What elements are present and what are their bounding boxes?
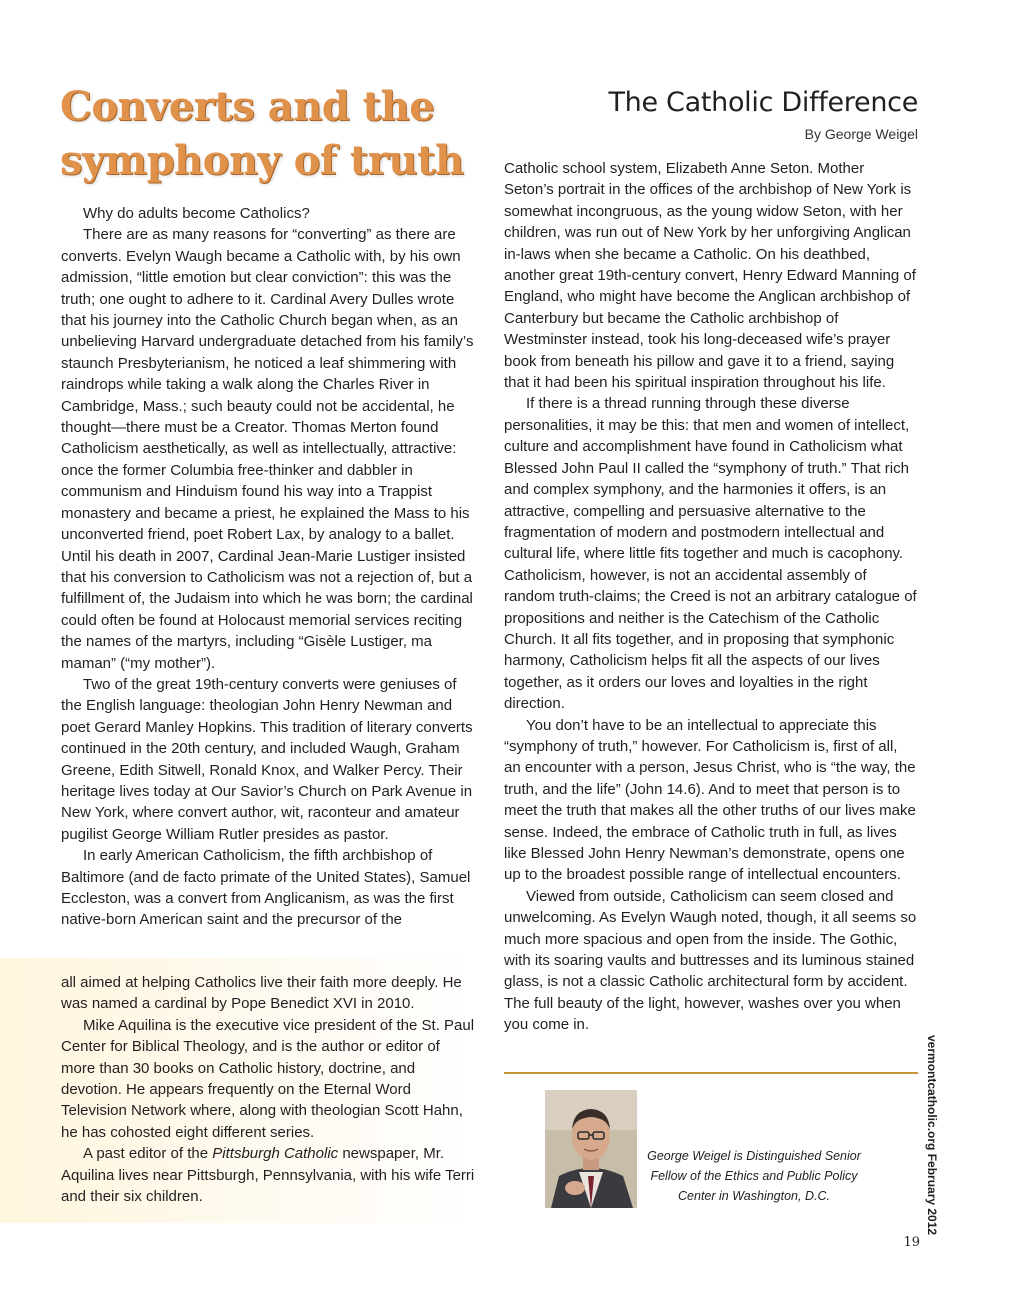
paragraph: Why do adults become Catholics? [83, 205, 310, 222]
article-body-left [61, 203, 475, 931]
page-number: 19 [903, 1235, 920, 1250]
bio-paragraph [61, 1143, 475, 1207]
publication-date-text: vermontcatholic.org February 2012 [925, 1035, 939, 1236]
paragraph: You don’t have to be an intellectual to appreciate this “symphony of truth,” however. For Catholicism is, first of all, an encounter with a person, Jesus Christ, who is “the way, the truth, and the life” (John 14.6). And to meet that person is to meet the truth that makes all the other truths of our lives make sense. Indeed, the embrace of Catholic truth in full, as lives like Blessed John Henry Newman’s demonstrate, opens one up to the broadest possible range of intellectual encounters. [504, 716, 916, 884]
author-portrait-icon [545, 1090, 637, 1208]
bio-text: A past editor of the [83, 1145, 213, 1163]
bio-text: newspaper, Mr. Aquilina lives near Pittsburgh, Pennsylvania, with his wife Terri and their six children. [61, 1145, 475, 1206]
paragraph: Two of the great 19th-century converts were geniuses of the English language: theologian John Henry Newman and poet Gerard Manley Hopkins. This tradition of literary converts continued in the 20th century, and included Waugh, Graham Greene, Edith Sitwell, Ronald Knox, and Walker Percy. Their heritage lives today at Our Savior’s Church on Park Avenue in New York, where convert author, wit, raconteur and amateur pugilist George William Rutler presides as pastor. [61, 675, 473, 843]
paragraph: There are as many reasons for “converting” as there are converts. Evelyn Waugh became a Catholic with, by his own admission, “little emotion but clear conviction”: this was the truth; one ought to adhere to it. Cardinal Avery Dulles wrote that his journey into the Catholic Church began when, as an unbelieving Harvard undergraduate detached from his family’s staunch Presbyterianism, he noticed a leaf shimmering with raindrops while taking a walk along the Charles River in Cambridge, Mass.; such beauty could not be accidental, he thought—there must be a Creator. Thomas Merton found Catholicism aesthetically, as well as intellectually, attractive: once the former Columbia free-thinker and dabbler in communism and Hinduism found his way into a Trappist monastery and became a priest, he explained the Mass to his unconverted friend, poet Robert Lax, by analogy to a ballet. Until his death in 2007, Cardinal Jean-Marie Lustiger insisted that his conversion to Catholicism was not a rejection of, but a fulfillment of, the Judaism into which he was born; the cardinal could often be found at Holocaust memorial services reciting the names of the martyrs, including “Gisèle Lustiger, ma maman” (“my mother”). [61, 226, 474, 672]
bio-sidebar [61, 972, 475, 1207]
paragraph: In early American Catholicism, the fifth archbishop of Baltimore (and de facto primate of the United States), Samuel Eccleston, was a convert from Anglicanism, as was the first native-born American saint and the precursor of the [61, 847, 471, 929]
divider-rule [504, 1072, 918, 1074]
publication-name: Pittsburgh Catholic [212, 1145, 339, 1163]
paragraph: Viewed from outside, Catholicism can seem closed and unwelcoming. As Evelyn Waugh noted, though, it all seems so much more spacious and open from the inside. The Gothic, with its soaring vaults and buttresses and its luminous stained glass, is not a classic Catholic architectural form by accident. The full beauty of the light, however, washes over you when you come in. [504, 887, 917, 1034]
author-caption: George Weigel is Distinguished Senior Fellow of the Ethics and Public Policy Center in Washington, D.C. [647, 1149, 861, 1203]
side-footer [922, 1035, 946, 1236]
bio-paragraph: Mike Aquilina is the executive vice president of the St. Paul Center for Biblical Theology, and is the author or editor of more than 30 books on Catholic history, doctrine, and devotion. He appears frequently on the Eternal Word Television Network where, along with theologian Scott Hahn, he has cohosted eight different series. [61, 1016, 475, 1141]
paragraph: Catholic school system, Elizabeth Anne Seton. Mother Seton’s portrait in the offices of the archbishop of New York is somewhat incongruous, as the young widow Seton, with her children, was run out of New York by her unforgiving Anglican in-laws when she became a Catholic. On his deathbed, another great 19th-century convert, Henry Edward Manning of England, who might have become the Anglican archbishop of Canterbury but became the Catholic archbishop of Westminster instead, took his long-deceased wife’s prayer book from beneath his pillow and gave it to a friend, saying that it had been his spiritual inspiration throughout his life. [504, 160, 916, 392]
article-body-right [504, 158, 918, 1036]
column-name: The Catholic Difference [608, 87, 918, 118]
byline: By George Weigel [804, 126, 918, 142]
paragraph: If there is a thread running through these diverse personalities, it may be this: that men and women of intellect, culture and accomplishment have found in Catholicism what Blessed John Paul II called the “symphony of truth.” That rich and complex symphony, and the harmonies it offers, is an attractive, compelling and persuasive alternative to the fragmentation of modern and postmodern intellectual and cultural life, where little fits together and much is cacophony. Catholicism, however, is not an accidental assembly of random truth-claims; the Creed is not an arbitrary catalogue of propositions and neither is the Catechism of the Catholic Church. It all fits together, and in proposing that symphonic harmony, Catholicism helps fit all the aspects of our lives together, as it orders our loves and loyalties in the right direction. [504, 395, 917, 713]
article-title: Converts and the symphony of truth [60, 83, 464, 184]
bio-paragraph: all aimed at helping Catholics live their faith more deeply. He was named a cardinal by Pope Benedict XVI in 2010. [61, 974, 462, 1013]
author-photo [545, 1090, 637, 1208]
